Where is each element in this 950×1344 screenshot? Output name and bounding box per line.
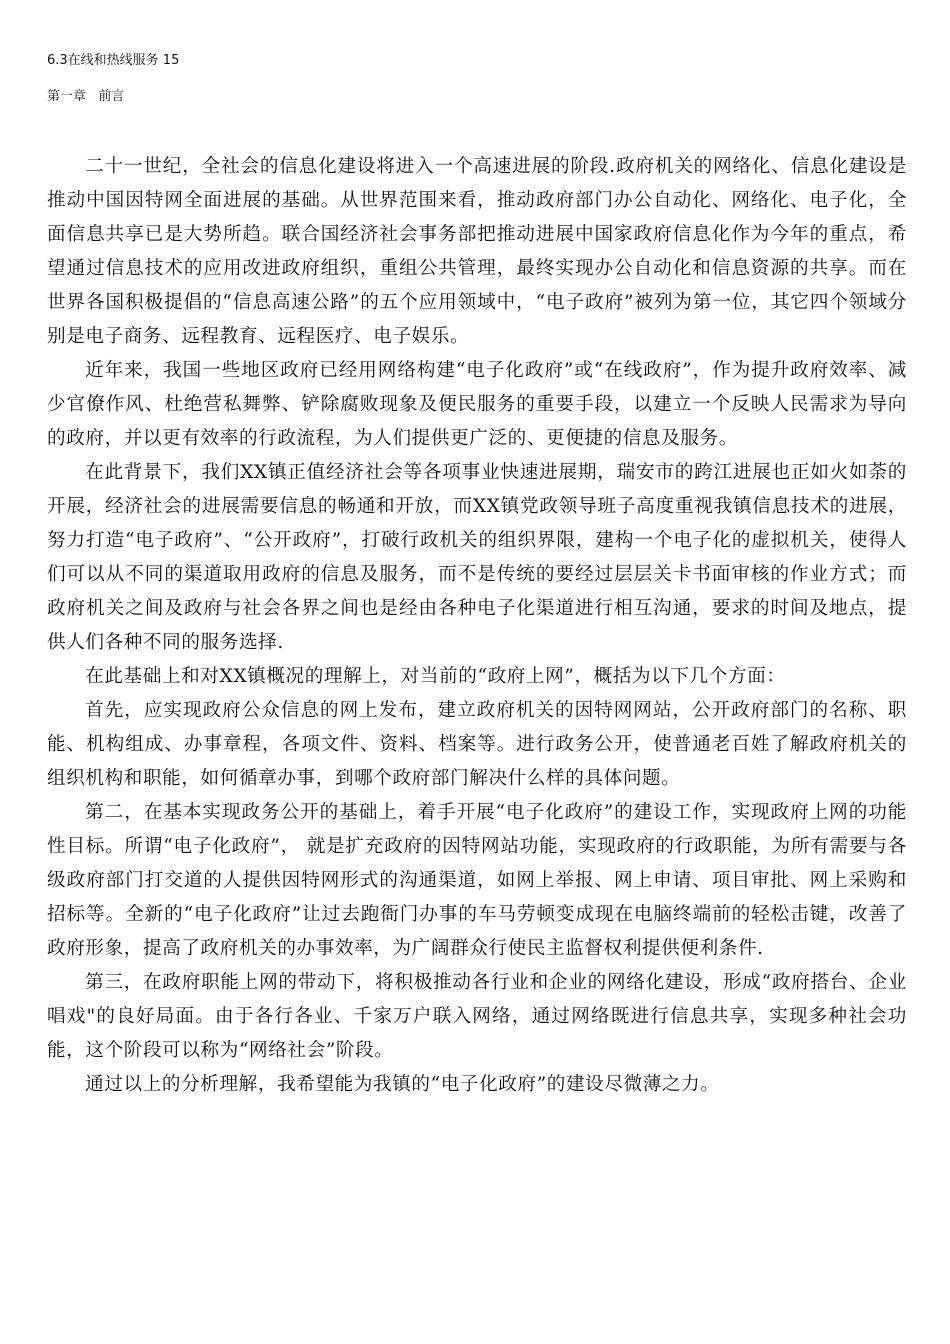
- paragraph-conclusion: 通过以上的分析理解，我希望能为我镇的“电子化政府”的建设尽微薄之力。: [85, 1074, 720, 1095]
- paragraph-intro: 二十一世纪，全社会的信息化建设将进入一个高速进展的阶段.政府机关的网络化、信息化建设是推动中国因特网全面进展的基础。从世界范围来看，推动政府部门办公自动化、网络化、电子化，全面信息共享已是大势所趋。联合国经济社会事务部把推动进展中国家政府信息化作为今年的重点，希望通过信息技术的应用改进政府组织，重组公共管理，最终实现办公自动化和信息资源的共享。而在世界各国积极提倡的“信息高速公路”的五个应用领域中，“电子政府”被列为第一位，其它四个领域分别是电子商务、远程教育、远程医疗、电子娱乐。: [47, 156, 907, 347]
- paragraph-first: 首先，应实现政府公众信息的网上发布，建立政府机关的因特网网站，公开政府部门的名称、职能、机构组成、办事章程，各项文件、资料、档案等。进行政务公开，使普通老百姓了解政府机关的组织机构和职能，如何循章办事，到哪个政府部门解决什么样的具体问题。: [47, 700, 907, 789]
- chapter-title: 第一章 前言: [47, 89, 125, 104]
- paragraph-third: 第三，在政府职能上网的带动下，将积极推动各行业和企业的网络化建设，形成“政府搭台、企业唱戏"的良好局面。由于各行各业、千家万户联入网络，通过网络既进行信息共享，实现多种社会功能，这个阶段可以称为“网络社会”阶段。: [47, 972, 907, 1061]
- toc-entry: 6.3在线和热线服务 15: [47, 53, 180, 68]
- paragraph-recent-years: 近年来，我国一些地区政府已经用网络构建“电子化政府”或“在线政府”，作为提升政府效率、减少官僚作风、杜绝营私舞弊、铲除腐败现象及便民服务的重要手段，以建立一个反映人民需求为导向的政府，并以更有效率的行政流程，为人们提供更广泛的、更便捷的信息及服务。: [47, 360, 907, 449]
- body-text: [47, 150, 907, 1102]
- paragraph-summary: 在此基础上和对XX镇概况的理解上，对当前的“政府上网”，概括为以下几个方面：: [85, 666, 786, 687]
- paragraph-background: 在此背景下，我们XX镇正值经济社会等各项事业快速进展期，瑞安市的跨江进展也正如火如荼的开展，经济社会的进展需要信息的畅通和开放，而XX镇党政领导班子高度重视我镇信息技术的进展，努力打造“电子政府”、“公开政府”，打破行政机关的组织界限，建构一个电子化的虚拟机关，使得人们可以从不同的渠道取用政府的信息及服务，而不是传统的要经过层层关卡书面审核的作业方式；而政府机关之间及政府与社会各界之间也是经由各种电子化渠道进行相互沟通，要求的时间及地点，提供人们各种不同的服务选择.: [47, 462, 907, 653]
- paragraph-second: 第二，在基本实现政务公开的基础上，着手开展“电子化政府”的建设工作，实现政府上网的功能性目标。所谓“电子化政府”， 就是扩充政府的因特网站功能，实现政府的行政职能，为所有需要与各级政府部门打交道的人提供因特网形式的沟通渠道，如网上举报、网上申请、项目审批、网上采购和招标等。全新的“电子化政府”让过去跑衙门办事的车马劳顿变成现在电脑终端前的轻松击键，改善了政府形象，提高了政府机关的办事效率，为广阔群众行使民主监督权利提供便利条件.: [47, 802, 907, 959]
